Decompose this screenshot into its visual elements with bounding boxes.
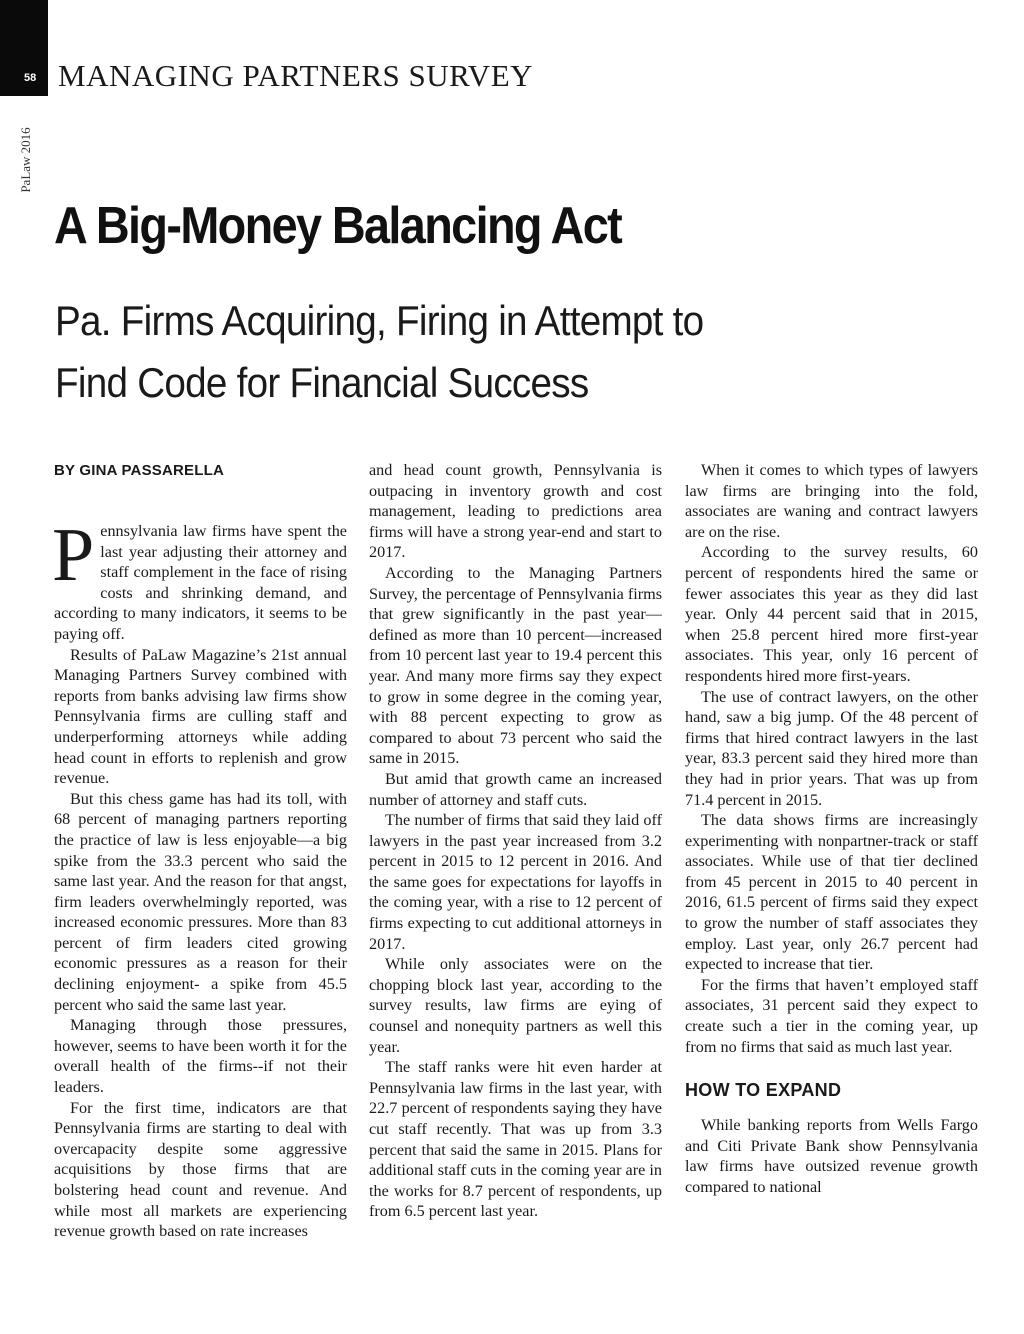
side-publication-label: PaLaw 2016 bbox=[18, 127, 33, 193]
paragraph: The data shows firms are increasingly experimenting with nonpartner-track or staff associates. While use of that tier declined from 45 percent in 2015 to 40 percent in 2016, 61.5 percent of firms said they expect to grow the number of staff associates they employ. Last year, only 26.7 percent had expected to increase that tier. bbox=[685, 811, 978, 974]
paragraph: But this chess game has had its toll, with 68 percent of managing partners reporting the practice of law is less enjoyable—a big spike from the 33.3 percent who said the same last year. And the reason for that angst, firm leaders overwhelmingly reported, was increased economic pressures. More than 83 percent of firm leaders cited growing economic pressures as a reason for their declining enjoyment- a spike from 45.5 percent who said the same last year. bbox=[54, 789, 347, 1014]
paragraph: The number of firms that said they laid off lawyers in the past year increased from 3.2 percent in 2015 to 12 percent in 2016. And the same goes for expectations for layoffs in the coming year, with a rise to 12 percent of firms expecting to cut additional attorneys in 2017. bbox=[369, 811, 662, 953]
article-column-3 bbox=[685, 460, 978, 1198]
paragraph: While banking reports from Wells Fargo and Citi Private Bank show Pennsylvania law firms have outsized revenue growth compared to national bbox=[685, 1116, 978, 1196]
paragraph: For the firms that haven’t employed staff associates, 31 percent said they expect to create such a tier in the coming year, up from no firms that said as much last year. bbox=[685, 975, 978, 1056]
subheadline-line-2: Find Code for Financial Success bbox=[55, 359, 589, 406]
article-byline: BY GINA PASSARELLA bbox=[54, 462, 225, 479]
paragraph bbox=[52, 513, 347, 645]
paragraph: According to the Managing Partners Survey, the percentage of Pennsylvania firms that grew significantly in the past year—defined as more than 10 percent—increased from 10 percent last year to 19.4 percent this year. And many more firms say they expect to grow in some degree in the coming year, with 88 percent expecting to grow as compared to about 73 percent who said the same in 2015. bbox=[369, 563, 662, 768]
drop-cap: P bbox=[52, 513, 95, 597]
paragraph: The staff ranks were hit even harder at Pennsylvania law firms in the last year, with 22.7 percent of respondents saying they have cut staff recently. That was up from 3.3 percent that said the same in 2015. Plans for additional staff cuts in the coming year are in the works for 8.7 percent of respondents, up from 6.5 percent last year. bbox=[369, 1058, 662, 1221]
page-number: 58 bbox=[24, 72, 37, 84]
subheadline-line-1: Pa. Firms Acquiring, Firing in Attempt to bbox=[55, 297, 704, 344]
paragraph: When it comes to which types of lawyers law firms are bringing into the fold, associates are waning and contract lawyers are on the rise. bbox=[685, 461, 978, 541]
article-column-2 bbox=[369, 460, 662, 1222]
article-column-1 bbox=[52, 513, 347, 1242]
paragraph: But amid that growth came an increased number of attorney and staff cuts. bbox=[369, 769, 662, 809]
paragraph: While only associates were on the chopping block last year, according to the survey results, law firms are eying of counsel and nonequity partners as well this year. bbox=[369, 955, 662, 1056]
paragraph: The use of contract lawyers, on the other hand, saw a big jump. Of the 48 percent of firms that hired contract lawyers in the last year, 83.3 percent said they hired more than they had in prior years. That was up from 71.4 percent in 2015. bbox=[685, 687, 978, 809]
section-subhead: HOW TO EXPAND bbox=[685, 1080, 842, 1101]
article-subheadline bbox=[55, 290, 703, 414]
section-title: MANAGING PARTNERS SURVEY bbox=[58, 58, 534, 93]
paragraph: According to the survey results, 60 percent of respondents hired the same or fewer associates this year as they did last year. Only 44 percent said that in 2015, when 25.8 percent hired more first-year associates. This year, only 16 percent of respondents hired more first-years. bbox=[685, 543, 978, 685]
paragraph-text: ennsylvania law firms have spent the last year adjusting their attorney and staff complement in the face of rising costs and shrinking demand, and according to many indicators, it seems to be paying off. bbox=[54, 522, 347, 643]
paragraph: Managing through those pressures, however, seems to have been worth it for the overall health of the firms--if not their leaders. bbox=[54, 1016, 347, 1097]
page-number-tab bbox=[0, 0, 48, 96]
paragraph: For the first time, indicators are that Pennsylvania firms are starting to deal with overcapacity despite some aggressive acquisitions by those firms that are bolstering head count and revenue. And while most all markets are experiencing revenue growth based on rate increases bbox=[54, 1098, 347, 1241]
paragraph: and head count growth, Pennsylvania is outpacing in inventory growth and cost management, leading to predictions area firms will have a strong year-end and start to 2017. bbox=[369, 461, 662, 562]
article-headline: A Big-Money Balancing Act bbox=[54, 197, 622, 255]
paragraph: Results of PaLaw Magazine’s 21st annual Managing Partners Survey combined with reports from banks advising law firms show Pennsylvania firms are culling staff and underperforming attorneys while adding head count in efforts to replenish and grow revenue. bbox=[54, 645, 347, 788]
